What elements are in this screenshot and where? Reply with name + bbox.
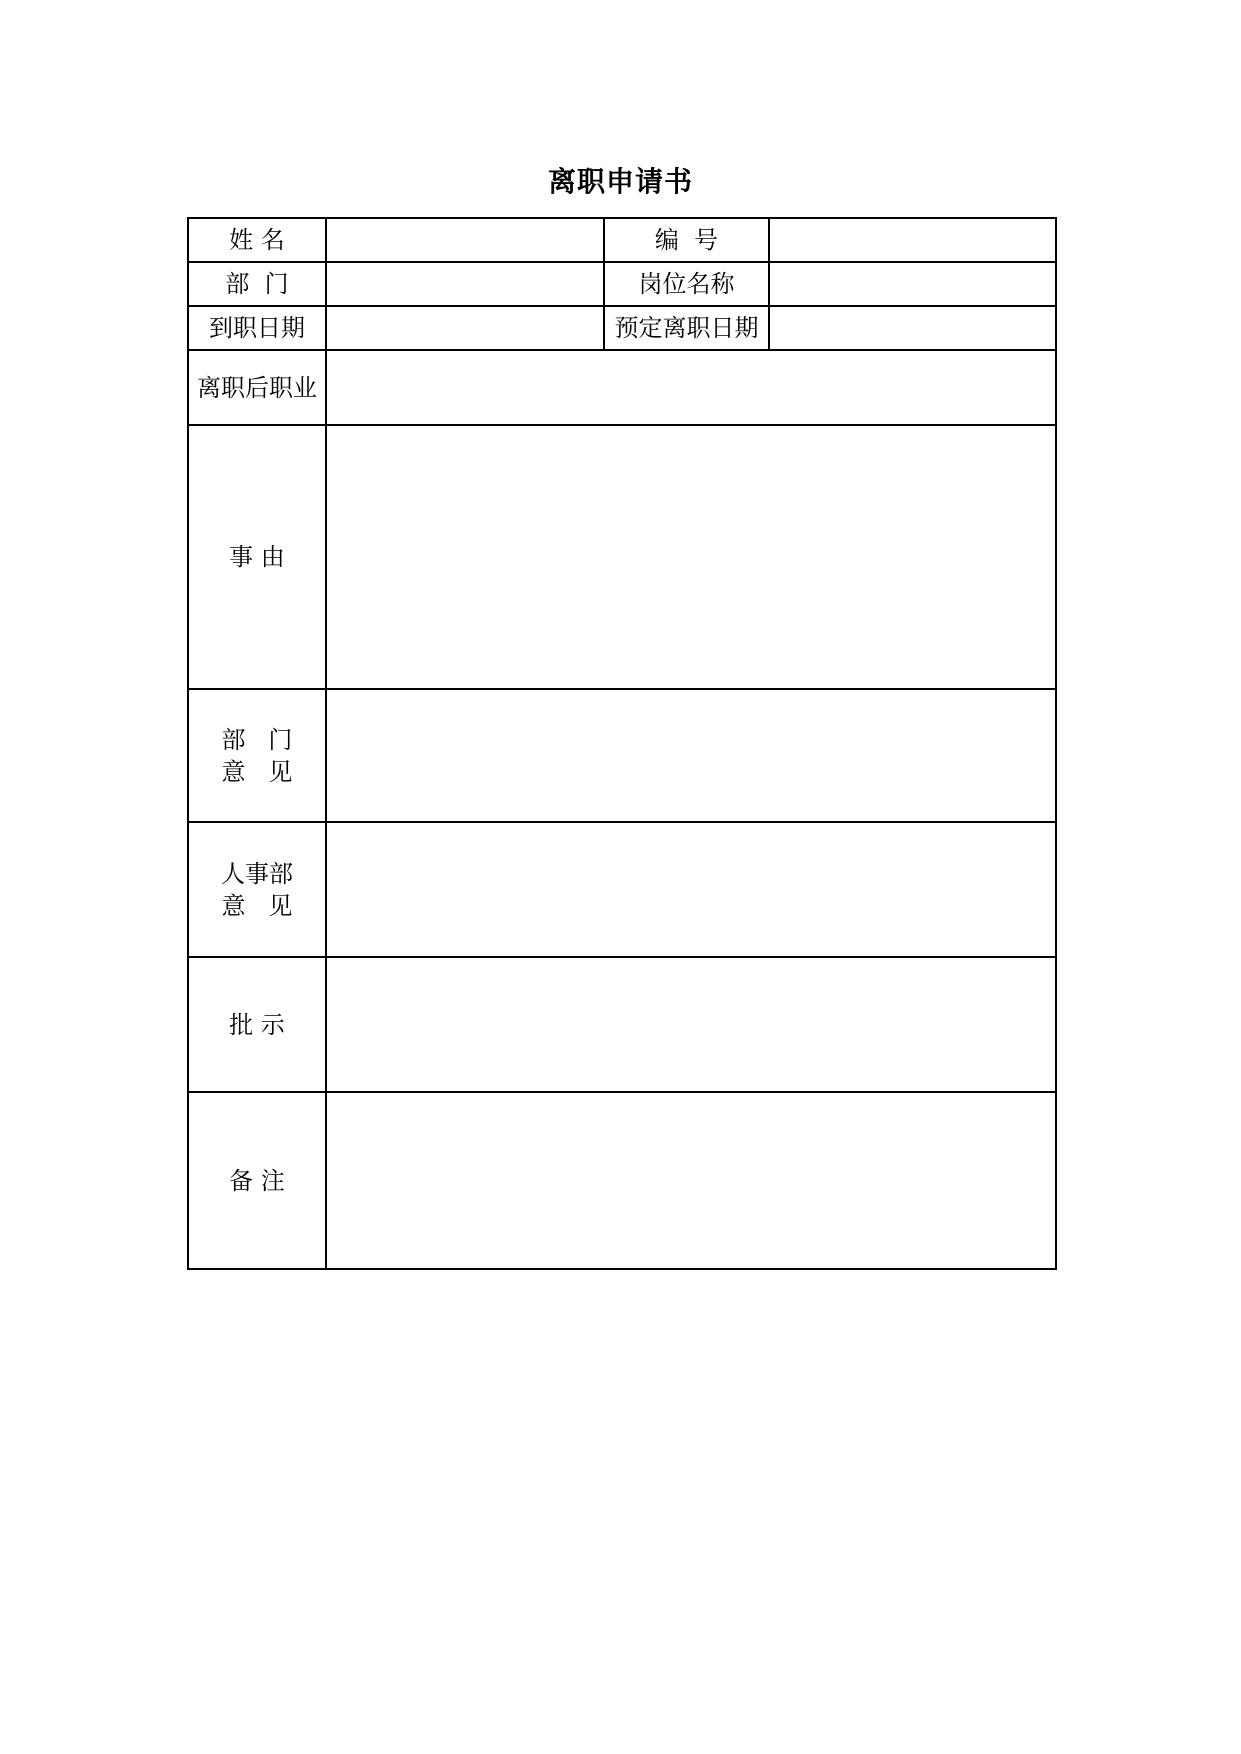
remarks-label: 备 注 <box>188 1092 326 1269</box>
name-field[interactable] <box>326 218 604 262</box>
approval-label: 批 示 <box>188 957 326 1092</box>
remarks-field[interactable] <box>326 1092 1056 1269</box>
form-row-remarks <box>188 1092 1056 1269</box>
form-row-post-job <box>188 350 1056 425</box>
join-date-field[interactable] <box>326 306 604 350</box>
post-job-field[interactable] <box>326 350 1056 425</box>
position-field[interactable] <box>769 262 1056 306</box>
form-row-department <box>188 262 1056 306</box>
dept-opinion-label: 部 门 意 见 <box>188 689 326 822</box>
page-title: 离职申请书 <box>547 165 693 198</box>
approval-field[interactable] <box>326 957 1056 1092</box>
form-row-hr-opinion <box>188 822 1056 957</box>
resignation-form-table <box>187 217 1057 1270</box>
reason-field[interactable] <box>326 425 1056 689</box>
reason-label: 事 由 <box>188 425 326 689</box>
form-row-approval <box>188 957 1056 1092</box>
planned-leave-date-field[interactable] <box>769 306 1056 350</box>
position-label: 岗位名称 <box>604 262 769 306</box>
dept-opinion-field[interactable] <box>326 689 1056 822</box>
department-label: 部 门 <box>188 262 326 306</box>
name-label: 姓 名 <box>188 218 326 262</box>
form-row-reason <box>188 425 1056 689</box>
hr-opinion-field[interactable] <box>326 822 1056 957</box>
form-row-dates <box>188 306 1056 350</box>
join-date-label: 到职日期 <box>188 306 326 350</box>
department-field[interactable] <box>326 262 604 306</box>
hr-opinion-label: 人事部 意 见 <box>188 822 326 957</box>
number-field[interactable] <box>769 218 1056 262</box>
form-row-name <box>188 218 1056 262</box>
planned-leave-date-label: 预定离职日期 <box>604 306 769 350</box>
post-job-label: 离职后职业 <box>188 350 326 425</box>
number-label: 编 号 <box>604 218 769 262</box>
form-row-dept-opinion <box>188 689 1056 822</box>
